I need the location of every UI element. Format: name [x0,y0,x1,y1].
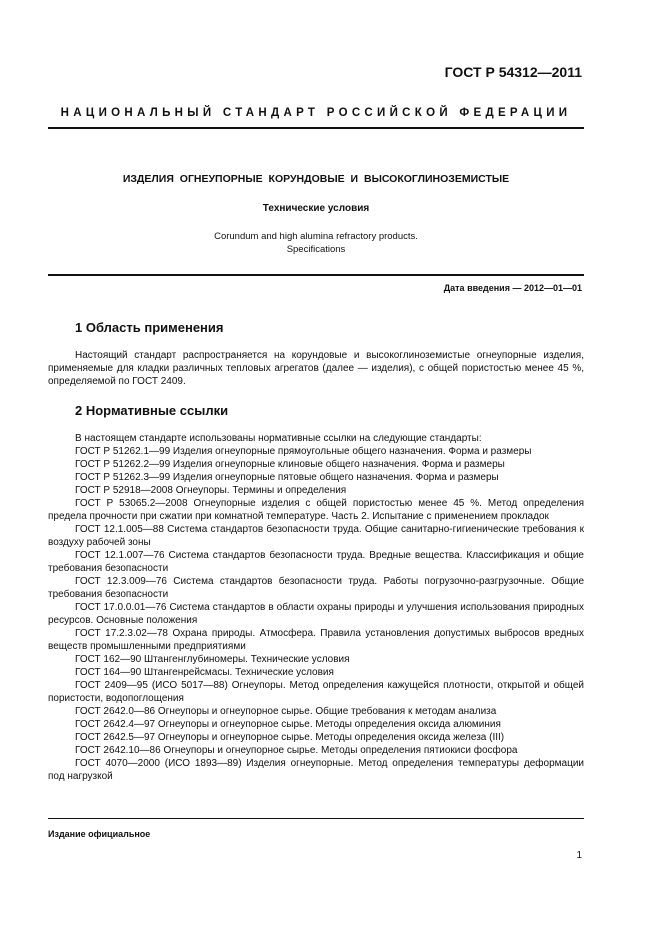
reference-item: ГОСТ Р 51262.2—99 Изделия огнеупорные клиновые общего назначения. Форма и размеры [75,459,505,470]
normative-references-list [48,432,584,783]
english-title-line-2: Specifications [286,244,346,255]
footer-divider [48,818,584,819]
official-edition-note: Издание официальное [48,829,151,839]
reference-item: ГОСТ 2642.5—97 Огнеупоры и огнеупорное сырье. Методы определения оксида железа (III) [75,732,505,743]
national-standard-banner: НАЦИОНАЛЬНЫЙ СТАНДАРТ РОССИЙСКОЙ ФЕДЕРАЦИИ [60,107,572,119]
reference-item: ГОСТ 17.0.0.01—76 Система стандартов в области охраны природы и улучшения использования природных ресурсов. Основные положения [48,602,584,626]
standard-number: ГОСТ Р 54312—2011 [444,64,582,80]
section-2-heading: 2 Нормативные ссылки [75,403,229,418]
reference-item: ГОСТ Р 51262.1—99 Изделия огнеупорные прямоугольные общего назначения. Форма и размеры [75,446,532,457]
reference-item: ГОСТ 12.3.009—76 Система стандартов безопасности труда. Работы погрузочно-разгрузочные. Общие требования безопасности [48,576,584,600]
document-subtitle: Технические условия [262,203,370,214]
top-divider [48,127,584,129]
reference-item: ГОСТ 2409—95 (ИСО 5017—88) Огнеупоры. Метод определения кажущейся плотности, открытой и общей пористости, водопоглощения [48,680,584,704]
english-title [48,230,584,256]
section-1-heading: 1 Область применения [75,320,224,335]
title-divider [48,274,584,276]
introduction-date: Дата введения — 2012—01—01 [443,283,582,293]
reference-item: ГОСТ 164—90 Штангенрейсмасы. Технические условия [75,667,334,678]
reference-item: ГОСТ 12.1.007—76 Система стандартов безопасности труда. Вредные вещества. Классификация и общие требования безопасности [48,550,584,574]
reference-item: ГОСТ Р 52918—2008 Огнеупоры. Термины и определения [75,485,347,496]
english-title-line-1: Corundum and high alumina refractory products. [214,231,418,242]
reference-item: ГОСТ 162—90 Штангенглубиномеры. Технические условия [75,654,350,665]
reference-item: ГОСТ 2642.10—86 Огнеупоры и огнеупорное сырье. Методы определения пятиокиси фосфора [75,745,518,756]
reference-item: ГОСТ 2642.0—86 Огнеупоры и огнеупорное сырье. Общие требования к методам анализа [75,706,497,717]
reference-item: ГОСТ Р 53065.2—2008 Огнеупорные изделия с общей пористостью менее 45 %. Метод определения предела прочности при сжатии при комнатной температуре. Часть 2. Испытание с применением прокладок [48,498,584,522]
document-title: ИЗДЕЛИЯ ОГНЕУПОРНЫЕ КОРУНДОВЫЕ И ВЫСОКОГЛИНОЗЕМИСТЫЕ [122,173,510,185]
references-intro: В настоящем стандарте использованы нормативные ссылки на следующие стандарты: [75,433,482,444]
section-1-body [48,349,584,388]
reference-item: ГОСТ 12.1.005—88 Система стандартов безопасности труда. Общие санитарно-гигиенические требования к воздуху рабочей зоны [48,524,584,548]
reference-item: ГОСТ 4070—2000 (ИСО 1893—89) Изделия огнеупорные. Метод определения температуры деформации под нагрузкой [48,758,584,782]
reference-item: ГОСТ 17.2.3.02—78 Охрана природы. Атмосфера. Правила установления допустимых выбросов вредных веществ промышленными предприятиями [48,628,584,652]
reference-item: ГОСТ Р 51262.3—99 Изделия огнеупорные пятовые общего назначения. Форма и размеры [75,472,499,483]
page-number: 1 [576,850,582,861]
section-1-paragraph: Настоящий стандарт распространяется на корундовые и высокоглиноземистые огнеупорные изделия, применяемые для кладки различных тепловых агрегатов (далее — изделия), с общей пористостью менее 45 %, определяемой по ГОСТ 2409. [48,350,584,387]
reference-item: ГОСТ 2642.4—97 Огнеупоры и огнеупорное сырье. Методы определения оксида алюминия [75,719,501,730]
